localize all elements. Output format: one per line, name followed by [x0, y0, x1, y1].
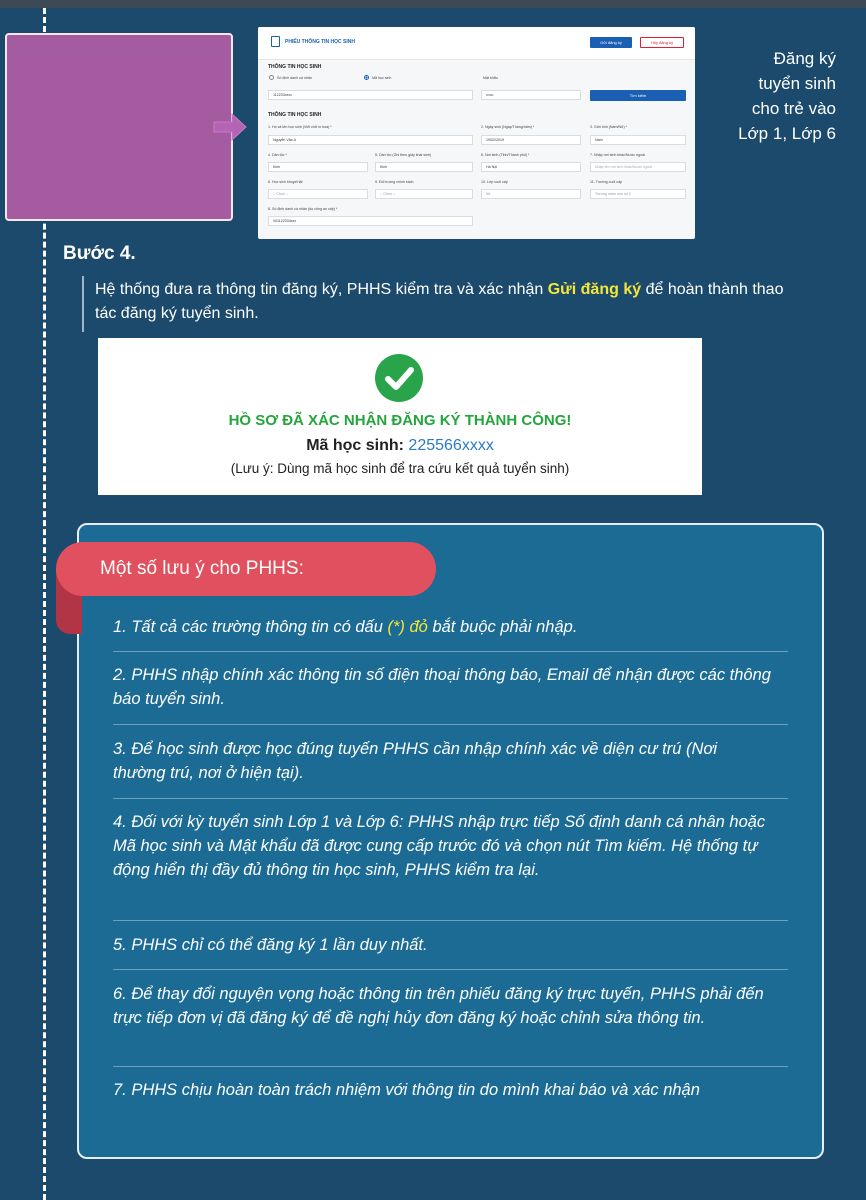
- foreign-input[interactable]: Nhập tên nơi sinh khác/Nước ngoài: [590, 162, 686, 172]
- card-line-1: Đăng ký: [773, 49, 836, 68]
- step-body-highlight: Gửi đăng ký: [547, 281, 642, 298]
- success-title: HỒ SƠ ĐÃ XÁC NHẬN ĐĂNG KÝ THÀNH CÔNG!: [228, 412, 572, 429]
- password-label: Mật khẩu: [483, 76, 498, 80]
- note-item-6: 6. Để thay đổi nguyện vọng hoặc thông tin trên phiếu đăng ký trực tuyến, PHHS phải đến trực tiếp đơn vị đã đăng ký để đề nghị hủy đơn đăng ký hoặc chỉnh sửa thông tin.: [113, 985, 764, 1027]
- check-circle-icon: [375, 354, 423, 402]
- note-1-before: 1. Tất cả các trường thông tin có dấu: [113, 618, 388, 636]
- note-item-1: [113, 615, 773, 639]
- divider: [113, 724, 788, 725]
- dob-label: 2. Ngày sinh (Ngày/Tháng/năm) *: [481, 125, 535, 129]
- radio-personal-id[interactable]: [269, 75, 274, 80]
- ethnic2-label: 5. Dân tộc (Ghi theo giấy khai sinh): [375, 153, 432, 157]
- password-input[interactable]: ••••••: [481, 90, 581, 100]
- success-box: [98, 338, 702, 495]
- policy-label: 9. Đối tượng chính sách: [375, 180, 414, 184]
- class-select[interactable]: 5A: [481, 189, 581, 199]
- divider: [113, 651, 788, 652]
- card-line-3: cho trẻ vào: [751, 99, 836, 118]
- form-screenshot: [258, 27, 695, 239]
- arrow-right-icon: [212, 112, 248, 142]
- student-code-value: 225566xxxx: [408, 437, 494, 454]
- success-note: (Lưu ý: Dùng mã học sinh để tra cứu kết quả tuyển sinh): [230, 461, 570, 476]
- name-label: 1. Họ và tên học sinh (Viết chữ in hoa) *: [268, 125, 332, 129]
- foreign-label: 7. Nhập nơi sinh khác/Nước ngoài: [590, 153, 645, 157]
- gender-select[interactable]: Nam: [590, 135, 686, 145]
- school-select[interactable]: Trường mầm non số 2: [590, 189, 686, 199]
- radio-student-code[interactable]: [364, 75, 369, 80]
- step-title: Bước 4.: [63, 243, 136, 264]
- section-title-2: THÔNG TIN HỌC SINH: [268, 112, 322, 118]
- notes-title: Một số lưu ý cho PHHS:: [100, 558, 304, 579]
- divider: [113, 920, 788, 921]
- top-bar: [0, 0, 866, 8]
- disability-label: 8. Học sinh khuyết tật: [268, 180, 303, 184]
- ethnic2-input[interactable]: Kinh: [375, 162, 473, 172]
- student-code: [98, 437, 702, 455]
- search-button[interactable]: Tìm kiếm: [590, 90, 686, 101]
- note-item-4: 4. Đối với kỳ tuyển sinh Lớp 1 và Lớp 6: PHHS nhập trực tiếp Số định danh cá nhân hoặc Mã học sinh và Mật khẩu đã được cung cấp trước đó và chọn nút Tìm kiếm. Hệ thống tự động hiển thị đầy đủ thông tin học sinh, PHHS kiểm tra lại.: [113, 813, 766, 879]
- policy-select[interactable]: -- Chọn --: [375, 189, 473, 199]
- note-1-after: bắt buộc phải nhập.: [427, 618, 578, 636]
- divider: [113, 969, 788, 970]
- step-body-bar: [82, 276, 84, 332]
- gender-label: 3. Giới tính (Nam/Nữ) *: [590, 125, 628, 129]
- ethnic-label: 4. Dân tộc *: [268, 153, 287, 157]
- note-item-2: 2. PHHS nhập chính xác thông tin số điện thoại thông báo, Email để nhận được các thông báo tuyển sinh.: [113, 666, 771, 708]
- note-item-5: 5. PHHS chỉ có thể đăng ký 1 lần duy nhất.: [113, 936, 428, 954]
- step-body-before: Hệ thống đưa ra thông tin đăng ký, PHHS kiểm tra và xác nhận: [95, 281, 548, 298]
- cancel-registration-button[interactable]: Hủy đăng ký: [640, 37, 684, 48]
- note-item-7: 7. PHHS chịu hoàn toàn trách nhiệm với thông tin do mình khai báo và xác nhận: [113, 1081, 700, 1099]
- student-code-label: Mã học sinh:: [306, 437, 404, 454]
- id-input[interactable]: 112233xxxx: [268, 90, 473, 100]
- note-item-3: 3. Để học sinh được học đúng tuyến PHHS cần nhập chính xác về diện cư trú (Nơi thường trú, nơi ở hiện tại).: [113, 740, 718, 782]
- card-line-2: tuyển sinh: [758, 74, 836, 93]
- personal-id-label: 8. Số định danh cá nhân (do công an cấp) *: [268, 207, 338, 211]
- radio-personal-id-label: Số định danh cá nhân: [277, 76, 312, 80]
- registration-card: [5, 33, 233, 221]
- name-input[interactable]: Nguyễn Văn A: [268, 135, 473, 145]
- ethnic-select[interactable]: Kinh: [268, 162, 368, 172]
- section-title-1: THÔNG TIN HỌC SINH: [268, 64, 322, 70]
- personal-id-input[interactable]: 001122334xxx: [268, 216, 473, 226]
- radio-student-code-label: Mã học sinh: [372, 76, 392, 80]
- note-1-highlight: (*) đỏ: [387, 618, 428, 636]
- document-icon: [271, 36, 280, 47]
- card-line-4: Lớp 1, Lớp 6: [738, 124, 836, 143]
- step-body-after: để hoàn thành thao tác đăng ký tuyển sinh.: [95, 281, 784, 322]
- step-description: [95, 278, 795, 326]
- birthplace-select[interactable]: Hà Nội: [481, 162, 581, 172]
- school-label: 11. Trường cuối cấp: [590, 180, 623, 184]
- birthplace-label: 6. Nơi sinh (Tỉnh/Thành phố) *: [481, 153, 530, 157]
- class-label: 10. Lớp cuối cấp: [481, 180, 508, 184]
- disability-select[interactable]: -- Chọn --: [268, 189, 368, 199]
- dob-input[interactable]: 19/02/2019: [481, 135, 581, 145]
- form-title: PHIẾU THÔNG TIN HỌC SINH: [285, 39, 356, 45]
- divider: [113, 1066, 788, 1067]
- divider: [113, 798, 788, 799]
- submit-registration-button[interactable]: Gửi đăng ký: [590, 37, 632, 48]
